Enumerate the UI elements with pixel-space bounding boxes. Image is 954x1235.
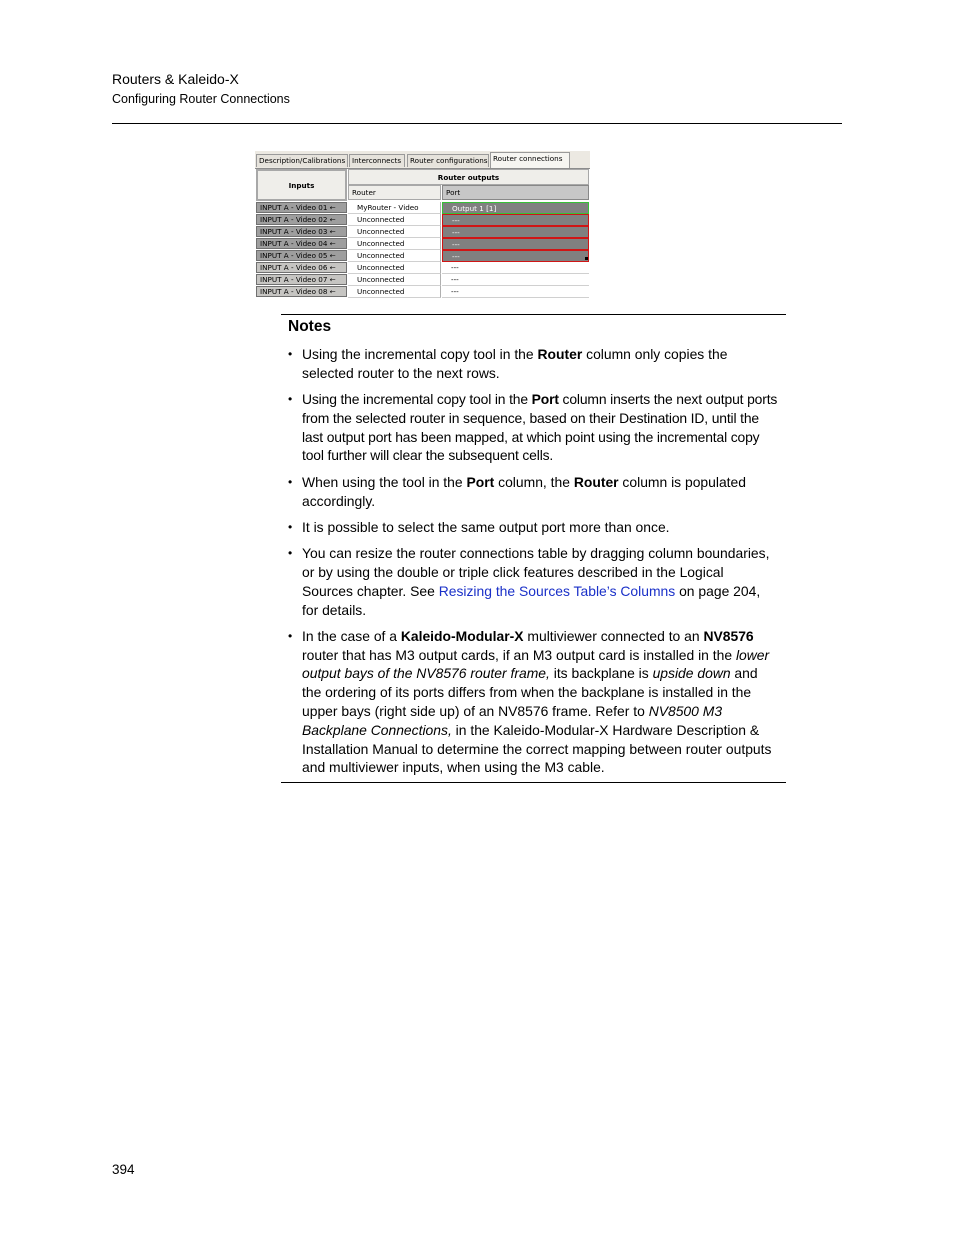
note-item: • Using the incremental copy tool in the Router column only copies the selected router to the next rows.: [288, 345, 778, 383]
note-item: • It is possible to select the same output port more than once.: [288, 518, 778, 537]
note-item: • You can resize the router connections table by dragging column boundaries, or by using the double or triple click features described in the Logical Sources chapter. See Resizing the Sources Table’s Columns on page 204, for details.: [288, 544, 778, 619]
router-cell[interactable]: Unconnected: [348, 238, 441, 250]
fill-handle[interactable]: [585, 257, 588, 260]
note-item: • In the case of a Kaleido-Modular-X multiviewer connected to an NV8576 router that has M3 output cards, if an M3 output card is installed in the lower output bays of the NV8576 router frame, its backplane is upside down and the ordering of its ports differs from when the backplane is installed in the upper bays (right side up) of an NV8576 frame. Refer to NV8500 M3 Backplane Connections, in the Kaleido-Modular-X Hardware Description & Installation Manual to determine the correct mapping between router outputs and multiviewer inputs, when using the M3 cable.: [288, 627, 778, 777]
port-cell[interactable]: ---: [442, 250, 589, 262]
port-cell[interactable]: ---: [442, 226, 589, 238]
running-header-title: Routers & Kaleido-X: [112, 71, 239, 87]
resizing-table-columns-link[interactable]: Resizing the Sources Table’s Columns: [438, 582, 676, 599]
port-cell[interactable]: ---: [442, 214, 589, 226]
input-row-header[interactable]: INPUT A - Video 01 ←: [256, 202, 347, 213]
router-cell[interactable]: Unconnected: [348, 286, 441, 298]
port-cell[interactable]: ---: [442, 262, 589, 274]
input-row-header[interactable]: INPUT A - Video 08 ←: [256, 286, 347, 297]
router-cell[interactable]: Unconnected: [348, 262, 441, 274]
input-row-header[interactable]: INPUT A - Video 04 ←: [256, 238, 347, 249]
tab-description-calibrations[interactable]: Description/Calibrations: [256, 154, 348, 167]
note-item: • When using the tool in the Port column, the Router column is populated accordingly.: [288, 473, 778, 511]
tab-interconnects[interactable]: Interconnects: [349, 154, 405, 167]
tab-router-configurations[interactable]: Router configurations: [407, 154, 489, 167]
router-column-header[interactable]: Router: [348, 185, 441, 200]
tab-router-connections[interactable]: Router connections: [490, 152, 570, 168]
port-cell[interactable]: ---: [442, 274, 589, 286]
input-row-header[interactable]: INPUT A - Video 03 ←: [256, 226, 347, 237]
router-cell[interactable]: Unconnected: [348, 214, 441, 226]
port-cell[interactable]: ---: [442, 238, 589, 250]
input-row-header[interactable]: INPUT A - Video 06 ←: [256, 262, 347, 273]
router-cell[interactable]: Unconnected: [348, 250, 441, 262]
router-cell[interactable]: Unconnected: [348, 274, 441, 286]
notes-title: Notes: [288, 318, 332, 335]
page-number: 394: [112, 1162, 135, 1177]
tab-bar: [255, 151, 590, 169]
notes-list: [288, 345, 778, 785]
notes-top-rule: [281, 314, 786, 315]
input-row-header[interactable]: INPUT A - Video 02 ←: [256, 214, 347, 225]
port-cell[interactable]: Output 1 [1]: [442, 202, 589, 214]
header-rule: [112, 123, 842, 124]
router-cell[interactable]: Unconnected: [348, 226, 441, 238]
note-item: • Using the incremental copy tool in the Port column inserts the next output ports from the selected router in sequence, based on their Destination ID, until the last output port has been mapped, at which point using the incremental copy tool further will clear the subsequent cells.: [288, 390, 778, 465]
port-column-header[interactable]: Port: [442, 185, 589, 200]
running-header-subtitle: Configuring Router Connections: [112, 92, 290, 106]
router-outputs-header: Router outputs: [348, 169, 589, 185]
router-cell[interactable]: MyRouter - Video: [348, 202, 441, 214]
notes-bottom-rule: [281, 782, 786, 783]
input-row-header[interactable]: INPUT A - Video 05 ←: [256, 250, 347, 261]
router-connections-screenshot: [255, 151, 590, 296]
inputs-column-header[interactable]: Inputs: [256, 169, 347, 201]
input-row-header[interactable]: INPUT A - Video 07 ←: [256, 274, 347, 285]
port-cell[interactable]: ---: [442, 286, 589, 298]
router-connections-table: [255, 169, 590, 296]
